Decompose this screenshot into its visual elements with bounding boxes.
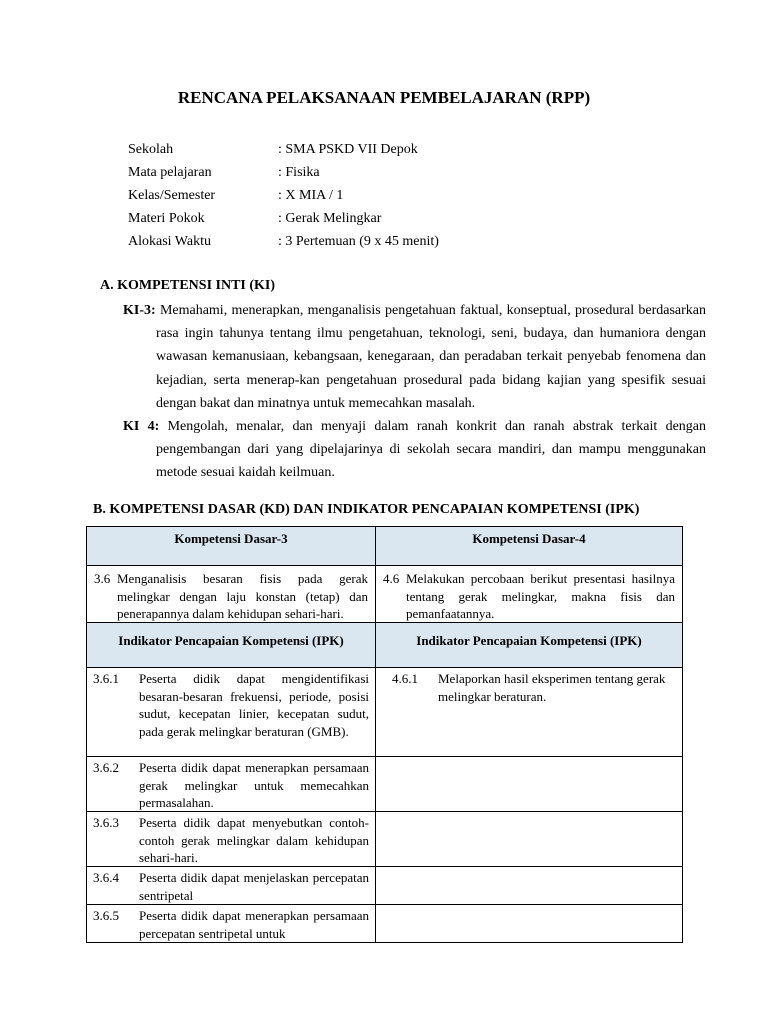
- ki4-text: Mengolah, menalar, dan menyaji dalam ranah konkrit dan ranah abstrak terkait dengan pengembangan dari yang dipelajarinya di sekolah secara mandiri, dan mampu menggunakan metode sesuai kaidah keilmuan.: [156, 419, 707, 481]
- ipk-cell-left: [87, 867, 376, 905]
- ipk-cell-right-empty: [376, 812, 683, 867]
- kd-row: [87, 566, 683, 623]
- ipk-header-right: Indikator Pencapaian Kompetensi (IPK): [376, 623, 683, 668]
- ipk-number: 3.6.4: [93, 870, 119, 885]
- kd4-cell: [376, 566, 683, 623]
- ipk-row: [87, 867, 683, 905]
- kd3-number: 3.6: [94, 571, 111, 586]
- ipk-right-text: Melaporkan hasil eksperimen tentang gerak melingkar beraturan.: [438, 671, 666, 704]
- ipk-cell-right-empty: [376, 905, 683, 943]
- ki4-paragraph: [123, 415, 706, 485]
- kd4-header: Kompetensi Dasar-4: [376, 527, 683, 566]
- identity-row-material: [128, 209, 439, 232]
- ipk-row: [87, 812, 683, 867]
- ki3-label: KI-3:: [123, 303, 156, 318]
- ipk-text: Peserta didik dapat menyebutkan contoh-contoh gerak melingkar dalam kehidupan sehari-hari.: [139, 815, 369, 865]
- ipk-number: 3.6.1: [93, 671, 119, 686]
- ipk-row: [87, 757, 683, 812]
- identity-value: : Gerak Melingkar: [278, 211, 382, 226]
- ipk-cell-left: [87, 668, 376, 757]
- kd3-header: Kompetensi Dasar-3: [87, 527, 376, 566]
- identity-label: Kelas/Semester: [128, 188, 216, 203]
- identity-row-subject: [128, 163, 439, 186]
- document-title: RENCANA PELAKSANAAN PEMBELAJARAN (RPP): [177, 88, 591, 107]
- ipk-cell-left: [87, 905, 376, 943]
- ipk-header-left: Indikator Pencapaian Kompetensi (IPK): [87, 623, 376, 668]
- ipk-text: Peserta didik dapat mengidentifikasi besaran-besaran frekuensi, periode, posisi sudut, kecepatan linier, kecepatan sudut, pada gerak melingkar beraturan (GMB).: [139, 671, 369, 739]
- identity-value: : SMA PSKD VII Depok: [278, 142, 418, 157]
- ipk-number: 3.6.5: [93, 908, 119, 923]
- identity-row-class: [128, 186, 439, 209]
- kd4-text: Melakukan percobaan berikut presentasi hasilnya tentang gerak melingkar, makna fisis dan pemanfaatannya.: [406, 571, 675, 621]
- identity-value: : 3 Pertemuan (9 x 45 menit): [278, 234, 439, 249]
- ipk-cell-right-empty: [376, 757, 683, 812]
- ipk-cell-right-empty: [376, 867, 683, 905]
- ipk-row: [87, 668, 683, 757]
- ipk-cell-right: [376, 668, 683, 757]
- identity-value: : Fisika: [278, 165, 320, 180]
- ki3-text: Memahami, menerapkan, menganalisis pengetahuan faktual, konseptual, prosedural berdasarkan rasa ingin tahunya tentang ilmu pengetahuan, teknologi, seni, budaya, dan humaniora dengan wawasan kemanusiaan, kebangsaan, kenegaraan, dan peradaban terkait penyebab fenomena dan kejadian, serta menerap-kan pengetahuan prosedural pada bidang kajian yang spesifik sesuai dengan bakat dan minatnya untuk memecahkan masalah.: [156, 303, 707, 411]
- ki3-paragraph: [123, 299, 706, 415]
- ipk-number: 3.6.3: [93, 815, 119, 830]
- identity-label: Mata pelajaran: [128, 165, 212, 180]
- ipk-text: Peserta didik dapat menerapkan persamaan percepatan sentripetal untuk: [139, 908, 369, 941]
- identity-label: Sekolah: [128, 142, 174, 157]
- ipk-text: Peserta didik dapat menerapkan persamaan gerak melingkar untuk memecahkan permasalahan.: [139, 760, 369, 810]
- identity-row-time: [128, 232, 439, 255]
- identity-label: Materi Pokok: [128, 211, 205, 226]
- kd4-number: 4.6: [383, 571, 400, 586]
- section-b-heading: B. KOMPETENSI DASAR (KD) DAN INDIKATOR PENCAPAIAN KOMPETENSI (IPK): [93, 502, 640, 517]
- ipk-cell-left: [87, 812, 376, 867]
- ipk-header-row: [87, 623, 683, 668]
- kd3-cell: [87, 566, 376, 623]
- identity-row-school: [128, 140, 439, 163]
- ipk-row: [87, 905, 683, 943]
- identity-value: : X MIA / 1: [278, 188, 344, 203]
- ki4-label: KI 4:: [123, 419, 160, 434]
- kd-header-row: [87, 527, 683, 566]
- section-a-heading: A. KOMPETENSI INTI (KI): [100, 278, 276, 293]
- ipk-text: Peserta didik dapat menjelaskan percepatan sentripetal: [139, 870, 369, 903]
- kd-ipk-table: [86, 526, 683, 943]
- kd3-text: Menganalisis besaran fisis pada gerak melingkar dengan laju konstan (tetap) dan penerapannya dalam kehidupan sehari-hari.: [117, 571, 368, 621]
- ipk-number: 3.6.2: [93, 760, 119, 775]
- ipk-right-number: 4.6.1: [392, 671, 418, 686]
- identity-label: Alokasi Waktu: [128, 234, 211, 249]
- identity-block: [128, 140, 439, 255]
- ipk-cell-left: [87, 757, 376, 812]
